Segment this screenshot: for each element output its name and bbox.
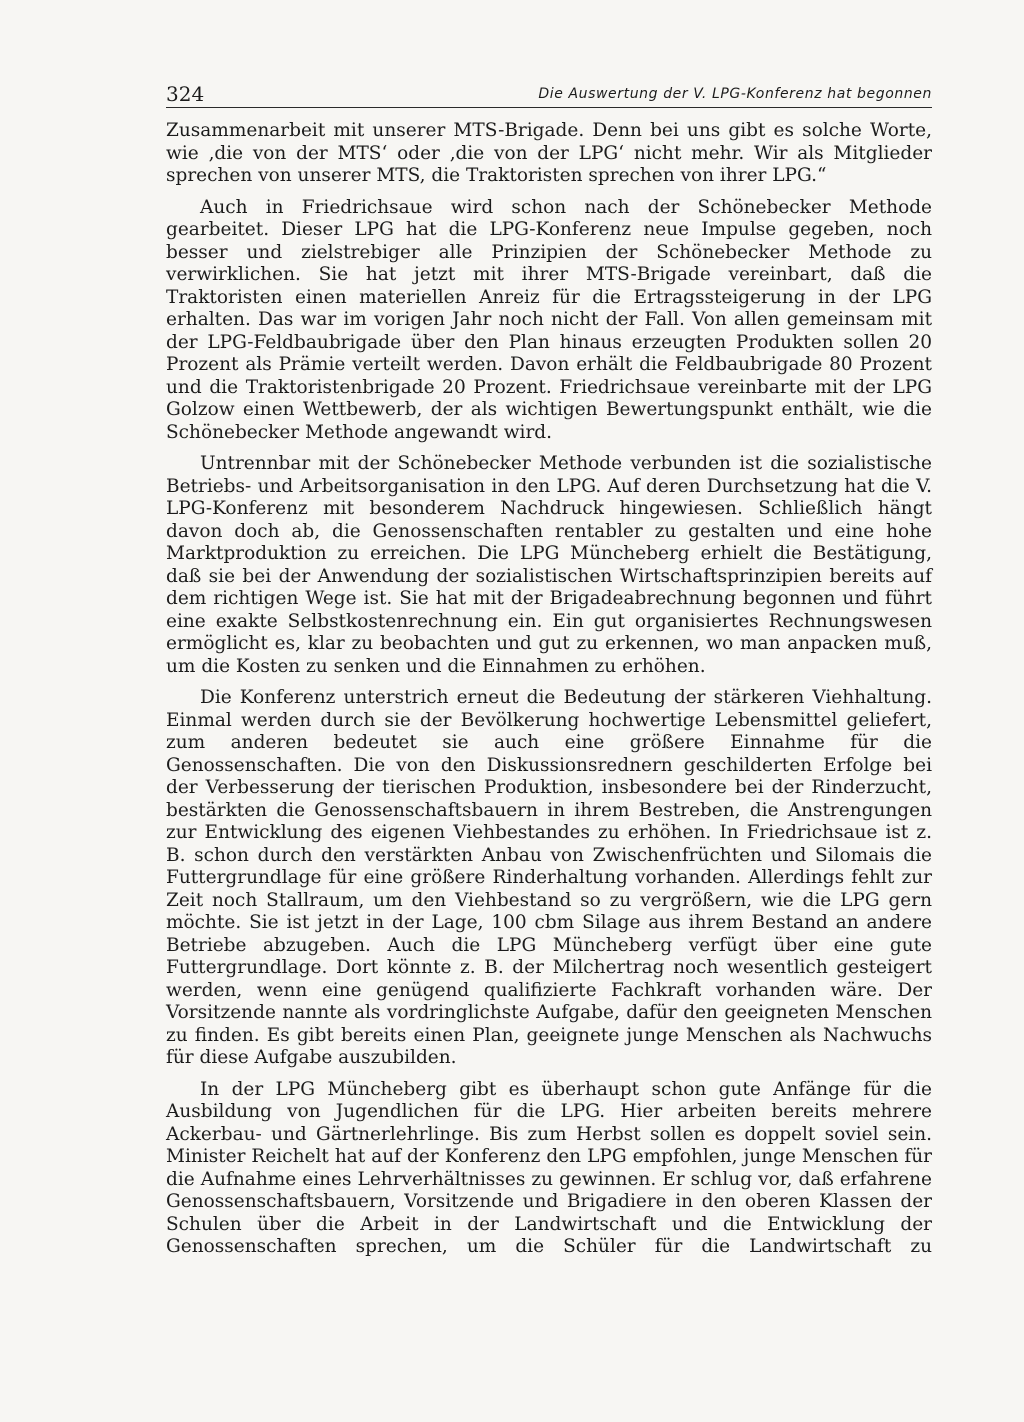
paragraph-viehhaltung: Die Konferenz unterstrich erneut die Bedeutung der stärkeren Viehhaltung. Einmal werden durch sie der Bevölkerung hochwertige Lebensmittel geliefert, zum anderen bedeutet sie auch eine größere Einnahme für die Genossenschaften. Die von den Diskussionsrednern geschilderten Erfolge bei der Verbesserung der tierischen Produktion, insbesondere bei der Rinderzucht, bestärkten die Genossenschaftsbauern in ihrem Bestreben, die Anstrengungen zur Entwicklung des eigenen Viehbestandes zu erhöhen. In Friedrichsaue ist z. B. schon durch den verstärkten Anbau von Zwischenfrüchten und Silomais die Futtergrundlage für eine größere Rinderhaltung vorhanden. Allerdings fehlt zur Zeit noch Stallraum, um den Viehbestand so zu vergrößern, wie die LPG gern möchte. Sie ist jetzt in der Lage, 100 cbm Silage aus ihrem Bestand an andere Betriebe abzugeben. Auch die LPG Müncheberg verfügt über eine gute Futtergrundlage. Dort könnte z. B. der Milchertrag noch wesentlich gesteigert werden, wenn eine genügend qualifizierte Fachkraft vorhanden wäre. Der Vorsitzende nannte als vordringlichste Aufgabe, dafür den geeigneten Menschen zu finden. Es gibt bereits einen Plan, geeignete junge Menschen als Nachwuchs für diese Aufgabe auszubilden. (166, 687, 932, 1068)
paragraph-betriebsorganisation: Untrennbar mit der Schönebecker Methode verbunden ist die sozialistische Betriebs- und Arbeitsorganisation in den LPG. Auf deren Durchsetzung hat die V. LPG-Konferenz mit besonderem Nachdruck hingewiesen. Schließlich hängt davon doch ab, die Genossenschaften rentabler zu gestalten und eine hohe Marktproduktion zu erreichen. Die LPG Müncheberg erhielt die Bestätigung, daß sie bei der Anwendung der sozialistischen Wirtschaftsprinzipien bereits auf dem richtigen Wege ist. Sie hat mit der Brigadeabrechnung begonnen und führt eine exakte Selbstkostenrechnung ein. Ein gut organisiertes Rechnungswesen ermöglicht es, klar zu beobachten und gut zu erkennen, wo man anpacken muß, um die Kosten zu senken und die Einnahmen zu erhöhen. (166, 453, 932, 677)
header-rule (166, 107, 932, 108)
running-head (166, 80, 932, 110)
paragraph-continuation: Zusammenarbeit mit unserer MTS-Brigade. Denn bei uns gibt es solche Worte, wie ‚die von der MTS‘ oder ‚die von der LPG‘ nicht mehr. Wir als Mitglieder sprechen von unserer MTS, die Traktoristen sprechen von ihrer LPG.“ (166, 120, 932, 186)
body-text (166, 120, 932, 1268)
paragraph-ausbildung: In der LPG Müncheberg gibt es überhaupt schon gute Anfänge für die Ausbildung von Jugendlichen für die LPG. Hier arbeiten bereits mehrere Ackerbau- und Gärtnerlehrlinge. Bis zum Herbst sollen es doppelt soviel sein. Minister Reichelt hat auf der Konferenz den LPG empfohlen, junge Menschen für die Aufnahme eines Lehrverhältnisses zu gewinnen. Er schlug vor, daß erfahrene Genossenschaftsbauern, Vorsitzende und Brigadiere in den oberen Klassen der Schulen über die Arbeit in der Landwirtschaft und die Entwicklung der Genossenschaften sprechen, um die Schüler für die Landwirtschaft zu (166, 1078, 932, 1257)
page-number: 324 (166, 82, 205, 106)
running-title: Die Auswertung der V. LPG-Konferenz hat begonnen (538, 86, 932, 102)
paragraph-friedrichsaue: Auch in Friedrichsaue wird schon nach der Schönebecker Methode gearbeitet. Dieser LPG hat die LPG-Konferenz neue Impulse gegeben, noch besser und zielstrebiger alle Prinzipien der Schönebecker Methode zu verwirklichen. Sie hat jetzt mit ihrer MTS-Brigade vereinbart, daß die Traktoristen einen materiellen Anreiz für die Ertragssteigerung in der LPG erhalten. Das war im vorigen Jahr noch nicht der Fall. Von allen gemeinsam mit der LPG-Feldbaubrigade über den Plan hinaus erzeugten Produkten sollen 20 Prozent als Prämie verteilt werden. Davon erhält die Feldbaubrigade 80 Prozent und die Traktoristenbrigade 20 Prozent. Friedrichsaue vereinbarte mit der LPG Golzow einen Wettbewerb, der als wichtigen Bewertungspunkt enthält, wie die Schönebecker Methode angewandt wird. (166, 196, 932, 443)
